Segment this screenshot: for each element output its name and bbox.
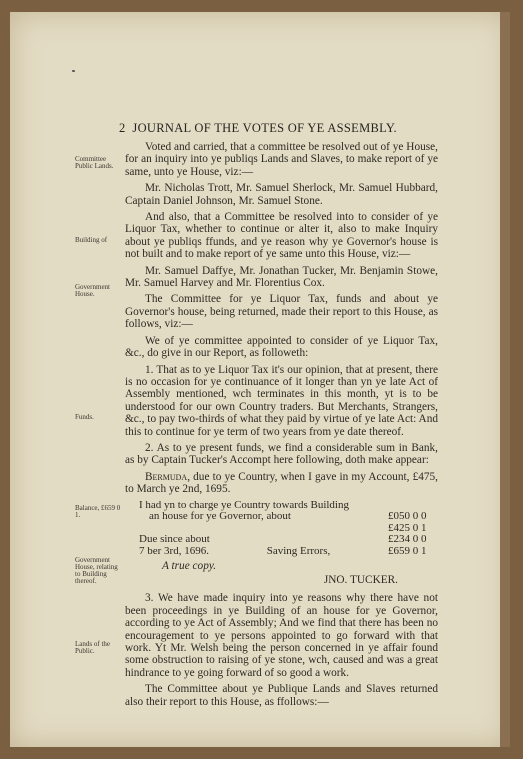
margin-note: Committee Public Lands.: [75, 155, 114, 170]
page-binding-edge: [500, 12, 510, 747]
running-header: [119, 121, 397, 136]
margin-note: Government House, relating to Building thereof.: [75, 556, 118, 585]
paragraph: And also, that a Committee be resolved into to consider of ye Liquor Tax, whether to continue or alter it, also to make Inquiry about ye publiqs ffunds, and ye reason why ye Governor's house is not built and to make report of ye same unto this House, viz:—: [125, 211, 438, 261]
margin-note: Balance, £659 0 1.: [75, 504, 121, 519]
paragraph: 2. As to ye present funds, we find a considerable sum in Bank, as by Captain Tucker's Accompt here following, doth make appear:: [125, 441, 438, 467]
paragraph: The Committee for ye Liquor Tax, funds and about ye Governor's house, being returned, made their report to this House, as follows, viz:—: [125, 293, 438, 331]
account-note: Saving Errors,: [266, 544, 331, 557]
signature: JNO. TUCKER.: [323, 573, 398, 586]
account-text: I had yn to charge ye Country towards Building: [139, 498, 349, 511]
paragraph: Voted and carried, that a committee be resolved out of ye House, for an inquiry into ye publiqs Lands and Slaves, to make report of ye same, unto ye House, viz:—: [125, 141, 438, 178]
margin-note: Building of: [75, 236, 108, 244]
account-amount: £659 0 1: [387, 544, 427, 557]
paragraph: 3. We have made inquiry into ye reasons why there have not been proceedings in ye Building of an house for ye Governor, according to ye Act of Assembly; And we find that there has been no encouragement to ye persons appointed to go forward with that work. Yt Mr. Welsh being the person concerned in ye affair found some obstruction to raising of ye stone, wch, caused and was a great hindrance to ye going forward of so good a work.: [125, 592, 438, 679]
paragraph: We of ye committee appointed to consider of ye Liquor Tax, &c., do give in our Report, as followeth:: [125, 334, 438, 360]
true-copy-note: A true copy.: [162, 559, 217, 572]
margin-note: Funds.: [75, 413, 94, 421]
bermuda-name: Bermuda: [145, 470, 188, 483]
account-text: an house for ye Governor, about: [149, 510, 291, 523]
paragraph: Mr. Samuel Daffye, Mr. Jonathan Tucker, Mr. Benjamin Stowe, Mr. Samuel Harvey and Mr. Florentius Cox.: [125, 264, 438, 290]
account-amount: £234 0 0: [388, 533, 427, 546]
margin-note: Lands of the Public.: [75, 640, 110, 655]
account-amount: £425 0 1: [388, 521, 427, 534]
journal-text: [125, 141, 438, 712]
paragraph: The Committee about ye Publique Lands and Slaves returned also their report to this House, as ffollows:—: [125, 683, 438, 708]
account-line: [125, 546, 438, 558]
paragraph: Mr. Nicholas Trott, Mr. Samuel Sherlock, Mr. Samuel Hubbard, Captain Daniel Johnson, Mr. Samuel Stone.: [125, 182, 438, 207]
running-title: JOURNAL OF THE VOTES OF YE ASSEMBLY.: [132, 121, 397, 135]
account-amount: £050 0 0: [388, 510, 427, 523]
bermuda-paragraph: [125, 471, 438, 496]
page-number: 2: [119, 121, 126, 135]
paragraph: 1. That as to ye Liquor Tax it's our opinion, that at present, there is no occasion for ye continuance of it longer than yn ye late Act of Assembly mentioned, wch terminates in this month, yt is to be understood for our own Country traders. But Merchants, Strangers, &c., to pay two-thirds of what they paid by virtue of ye late Act: And this to continue for ye term of two years from ye date thereof.: [125, 363, 438, 438]
bermuda-rest: , due to ye Country, when I gave in my Account, £475, to March ye 2nd, 1695.: [125, 470, 438, 496]
margin-note: Government House.: [75, 283, 110, 298]
account-date: 7 ber 3rd, 1696.: [139, 544, 209, 557]
account-text: Due since about: [139, 533, 210, 546]
account-line: [125, 511, 438, 523]
paper-speck: [72, 70, 75, 72]
account-table: [125, 500, 438, 558]
